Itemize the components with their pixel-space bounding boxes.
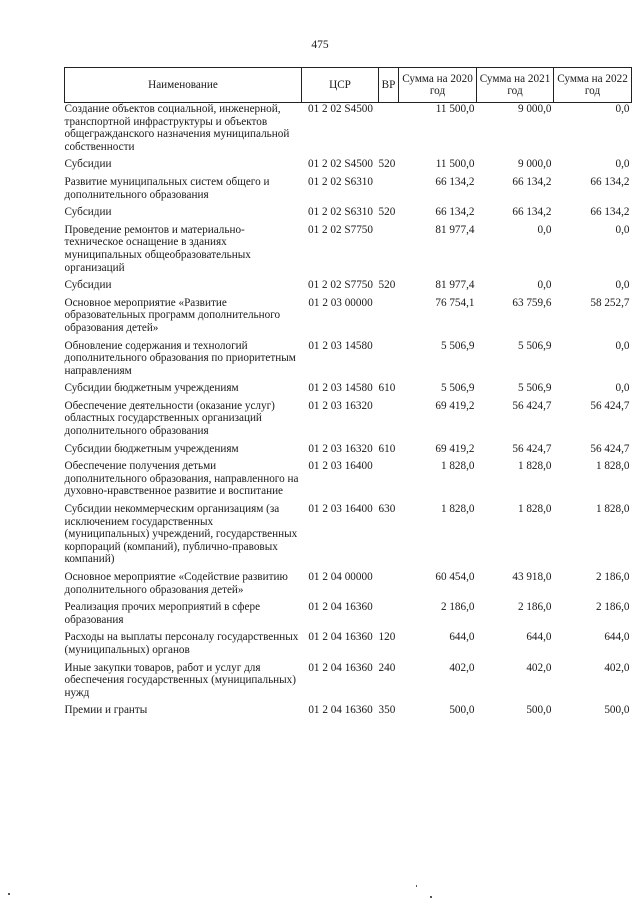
row-sum-2020: 5 506,9 <box>440 339 475 352</box>
scan-speck <box>430 896 432 898</box>
row-name: Проведение ремонтов и материально-техническое оснащение в зданиях муниципальных общеобразовательных организаций <box>64 223 251 274</box>
header-vr: ВР <box>379 68 399 103</box>
row-csr-code: 01 2 03 16400 <box>308 460 373 473</box>
row-vr-code: 610 <box>378 442 396 455</box>
row-name: Субсидии <box>64 206 112 219</box>
row-sum-2020: 500,0 <box>449 704 475 717</box>
table-row <box>65 455 632 498</box>
row-name: Премии и гранты <box>64 704 148 717</box>
row-sum-2020: 66 134,2 <box>435 206 475 219</box>
row-sum-2021: 56 424,7 <box>512 442 552 455</box>
row-sum-2022: 402,0 <box>604 661 630 674</box>
row-sum-2021: 9 000,0 <box>517 103 552 115</box>
row-sum-2020: 5 506,9 <box>440 382 475 395</box>
row-vr-code <box>379 596 399 626</box>
table-row <box>65 219 632 274</box>
row-sum-2021: 2 186,0 <box>517 601 552 614</box>
row-name: Основное мероприятие «Содействие развитию дополнительного образования детей» <box>64 571 288 596</box>
table-row <box>65 171 632 201</box>
row-csr-code: 01 2 04 16360 <box>308 661 373 674</box>
header-sum-2021: Сумма на 2021 год <box>477 68 554 103</box>
scan-speck <box>8 893 10 895</box>
header-name: Наименование <box>65 68 302 103</box>
row-sum-2020: 60 454,0 <box>435 571 475 583</box>
row-sum-2020: 81 977,4 <box>435 279 475 292</box>
header-sum-2020: Сумма на 2020 год <box>399 68 477 103</box>
row-vr-code <box>379 171 399 201</box>
row-sum-2020: 69 419,2 <box>435 399 475 412</box>
row-sum-2021: 1 828,0 <box>517 460 552 473</box>
row-sum-2021: 5 506,9 <box>517 382 552 395</box>
row-csr-code: 01 2 03 16320 <box>308 442 373 455</box>
row-sum-2022: 500,0 <box>604 704 630 717</box>
row-sum-2022: 1 828,0 <box>595 460 630 473</box>
table-row <box>65 103 632 154</box>
row-csr-code: 01 2 03 16400 <box>308 503 373 516</box>
budget-table <box>64 67 632 717</box>
row-vr-code <box>379 335 399 378</box>
row-vr-code <box>379 292 399 335</box>
table-row <box>65 335 632 378</box>
row-vr-code <box>379 455 399 498</box>
row-sum-2021: 56 424,7 <box>512 399 552 412</box>
row-sum-2021: 0,0 <box>537 223 552 236</box>
row-name: Основное мероприятие «Развитие образовательных программ дополнительного образования детей» <box>64 296 281 334</box>
table-row <box>65 699 632 717</box>
row-csr-code: 01 2 02 S6310 <box>308 175 373 188</box>
row-sum-2022: 56 424,7 <box>590 399 630 412</box>
row-name: Обновление содержания и технологий дополнительного образования по приоритетным направлениям <box>64 339 296 377</box>
row-name: Развитие муниципальных систем общего и дополнительного образования <box>64 175 270 201</box>
row-name: Обеспечение деятельности (оказание услуг) областных государственных организаций дополнительного образования <box>64 399 275 438</box>
row-csr-code: 01 2 04 16360 <box>308 631 373 644</box>
row-sum-2020: 1 828,0 <box>440 460 475 473</box>
row-csr-code: 01 2 03 00000 <box>308 296 373 309</box>
row-sum-2022: 2 186,0 <box>595 601 630 614</box>
row-sum-2020: 2 186,0 <box>440 601 475 614</box>
page-number: 475 <box>311 39 329 51</box>
row-sum-2020: 11 500,0 <box>435 158 475 171</box>
row-csr-code: 01 2 03 14580 <box>308 382 373 395</box>
row-csr-code: 01 2 04 16360 <box>308 601 373 614</box>
row-sum-2022: 66 134,2 <box>590 206 630 219</box>
row-csr-code: 01 2 04 00000 <box>308 571 373 583</box>
row-sum-2022: 0,0 <box>615 279 630 292</box>
row-sum-2020: 11 500,0 <box>435 103 475 115</box>
row-name: Субсидии <box>64 158 112 171</box>
row-sum-2021: 644,0 <box>526 631 552 644</box>
row-sum-2021: 9 000,0 <box>517 158 552 171</box>
table-row <box>65 201 632 219</box>
row-csr-code: 01 2 02 S6310 <box>308 206 373 219</box>
row-sum-2022: 0,0 <box>615 339 630 352</box>
row-name: Субсидии бюджетным учреждениям <box>64 382 239 395</box>
table-body <box>65 103 632 717</box>
row-name: Обеспечение получения детьми дополнительного образования, направленного на духовно-нравственное развитие и воспитание <box>64 460 299 498</box>
row-csr-code: 01 2 02 S4500 <box>308 158 373 171</box>
row-sum-2020: 69 419,2 <box>435 442 475 455</box>
row-sum-2020: 81 977,4 <box>435 223 475 236</box>
scan-speck <box>416 885 417 887</box>
table-row <box>65 626 632 656</box>
row-name: Создание объектов социальной, инженерной, транспортной инфраструктуры и объектов общегражданского назначения муниципальной собственности <box>64 103 290 153</box>
table-row <box>65 153 632 171</box>
row-sum-2021: 43 918,0 <box>512 571 552 583</box>
row-csr-code: 01 2 04 16360 <box>308 704 373 717</box>
row-sum-2021: 66 134,2 <box>512 175 552 188</box>
row-sum-2021: 1 828,0 <box>517 503 552 516</box>
row-sum-2020: 76 754,1 <box>435 296 475 309</box>
header-csr: ЦСР <box>302 68 379 103</box>
table-row <box>65 596 632 626</box>
row-sum-2021: 402,0 <box>526 661 552 674</box>
row-sum-2021: 66 134,2 <box>512 206 552 219</box>
row-sum-2022: 56 424,7 <box>590 442 630 455</box>
table-row <box>65 657 632 700</box>
row-sum-2020: 1 828,0 <box>440 503 475 516</box>
row-vr-code <box>379 395 399 438</box>
row-sum-2020: 644,0 <box>449 631 475 644</box>
row-sum-2022: 0,0 <box>615 382 630 395</box>
table-header <box>65 68 632 103</box>
header-sum-2022: Сумма на 2022 год <box>554 68 632 103</box>
row-csr-code: 01 2 02 S4500 <box>308 103 373 115</box>
row-sum-2022: 66 134,2 <box>590 175 630 188</box>
row-sum-2021: 500,0 <box>526 704 552 717</box>
row-vr-code: 120 <box>378 631 396 644</box>
row-sum-2022: 0,0 <box>615 158 630 171</box>
table-row <box>65 438 632 456</box>
row-name: Иные закупки товаров, работ и услуг для обеспечения государственных (муниципальных) нужд <box>64 661 296 699</box>
row-csr-code: 01 2 02 S7750 <box>308 223 373 236</box>
table-row <box>65 274 632 292</box>
row-csr-code: 01 2 03 14580 <box>308 339 373 352</box>
row-vr-code: 350 <box>378 704 396 717</box>
row-vr-code: 520 <box>378 206 396 219</box>
table-row <box>65 395 632 438</box>
row-vr-code: 240 <box>378 661 396 674</box>
row-name: Субсидии бюджетным учреждениям <box>64 442 239 455</box>
row-name: Расходы на выплаты персоналу государственных (муниципальных) органов <box>64 631 299 656</box>
row-name: Субсидии <box>64 279 112 292</box>
row-sum-2021: 63 759,6 <box>512 296 552 309</box>
row-csr-code: 01 2 03 16320 <box>308 399 373 412</box>
row-name: Реализация прочих мероприятий в сфере образования <box>64 601 261 626</box>
table-row <box>65 377 632 395</box>
row-sum-2022: 0,0 <box>615 103 630 115</box>
row-vr-code: 630 <box>378 503 396 516</box>
row-sum-2022: 0,0 <box>615 223 630 236</box>
row-vr-code <box>379 219 399 274</box>
row-vr-code: 610 <box>378 382 396 395</box>
row-name: Субсидии некоммерческим организациям (за исключением государственных (муниципальных) учреждений, государственных корпораций (компаний), публично-правовых компаний) <box>64 503 298 566</box>
row-vr-code: 520 <box>378 158 396 171</box>
table-row <box>65 566 632 596</box>
table-row <box>65 498 632 566</box>
row-sum-2022: 2 186,0 <box>595 571 630 583</box>
row-sum-2022: 644,0 <box>604 631 630 644</box>
row-vr-code <box>379 566 399 596</box>
row-csr-code: 01 2 02 S7750 <box>308 279 373 292</box>
row-sum-2022: 1 828,0 <box>595 503 630 516</box>
row-sum-2021: 5 506,9 <box>517 339 552 352</box>
row-sum-2021: 0,0 <box>537 279 552 292</box>
table-row <box>65 292 632 335</box>
row-sum-2020: 402,0 <box>449 661 475 674</box>
row-sum-2020: 66 134,2 <box>435 175 475 188</box>
row-vr-code: 520 <box>378 279 396 292</box>
row-sum-2022: 58 252,7 <box>590 296 630 309</box>
row-vr-code <box>379 103 399 154</box>
